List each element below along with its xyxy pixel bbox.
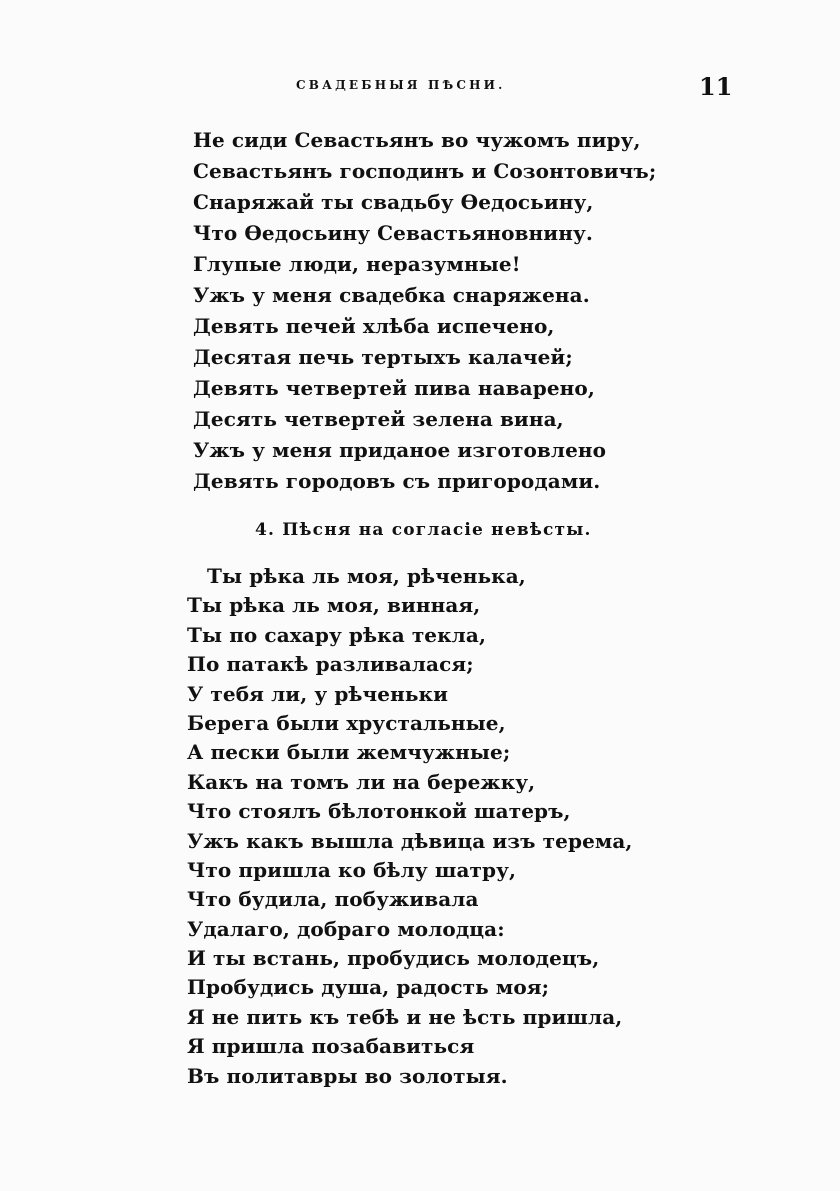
verse-line: Девять четвертей пива наварено, xyxy=(193,376,595,400)
verse-line: Я пришла позабавиться xyxy=(187,1034,475,1059)
running-head: СВАДЕБНЫЯ ПѢСНИ. xyxy=(296,78,506,92)
verse-line: Ты по сахару рѣка текла, xyxy=(187,622,487,647)
verse-line: Девять городовъ съ пригородами. xyxy=(193,469,601,493)
verse-line: Девять печей хлѣба испечено, xyxy=(193,314,555,338)
verse-line: Не сиди Севастьянъ во чужомъ пиру, xyxy=(193,128,641,152)
verse-line: Что стоялъ бѣлотонкой шатеръ, xyxy=(187,799,571,824)
verse-line: Что Ѳедосьину Севастьяновнину. xyxy=(193,221,593,245)
verse-line: Удалаго, добраго молодца: xyxy=(187,916,505,941)
verse-line: Севастьянъ господинъ и Созонтовичъ; xyxy=(193,159,657,183)
verse-line: Берега были хрустальные, xyxy=(187,710,506,735)
verse-line: У тебя ли, у рѣченьки xyxy=(187,681,449,706)
verse-line: Что будила, побуживала xyxy=(187,887,479,912)
verse-line: Десятая печь тертыхъ калачей; xyxy=(193,345,573,369)
verse-line: Десять четвертей зелена вина, xyxy=(193,407,564,431)
verse-line: А пески были жемчужные; xyxy=(187,740,511,765)
verse-line: Ужъ у меня приданое изготовлено xyxy=(193,438,607,462)
song-stanza-1 xyxy=(193,125,656,497)
verse-line: Въ политавры во золотыя. xyxy=(187,1063,508,1088)
page-number: 11 xyxy=(699,72,733,101)
verse-line: Ужъ у меня свадебка снаряжена. xyxy=(193,283,590,307)
verse-line: Какъ на томъ ли на бережку, xyxy=(187,769,536,794)
verse-line: Ты рѣка ль моя, винная, xyxy=(187,593,481,618)
verse-line: Что пришла ко бѣлу шатру, xyxy=(187,857,517,882)
verse-line: Ужъ какъ вышла дѣвица изъ терема, xyxy=(187,828,633,853)
verse-line: И ты встань, пробудись молодецъ, xyxy=(187,946,600,971)
verse-line: Глупые люди, неразумные! xyxy=(193,252,521,276)
verse-line: Я не пить къ тебѣ и не ѣсть пришла, xyxy=(187,1004,623,1029)
song-stanza-2 xyxy=(187,562,633,1091)
section-heading: 4. Пѣсня на согласіе невѣсты. xyxy=(255,520,592,540)
verse-line: Снаряжай ты свадьбу Ѳедосьину, xyxy=(193,190,594,214)
verse-line: По патакѣ разливалася; xyxy=(187,652,474,677)
verse-line: Пробудись душа, радость моя; xyxy=(187,975,550,1000)
verse-line: Ты рѣка ль моя, рѣченька, xyxy=(207,564,526,588)
